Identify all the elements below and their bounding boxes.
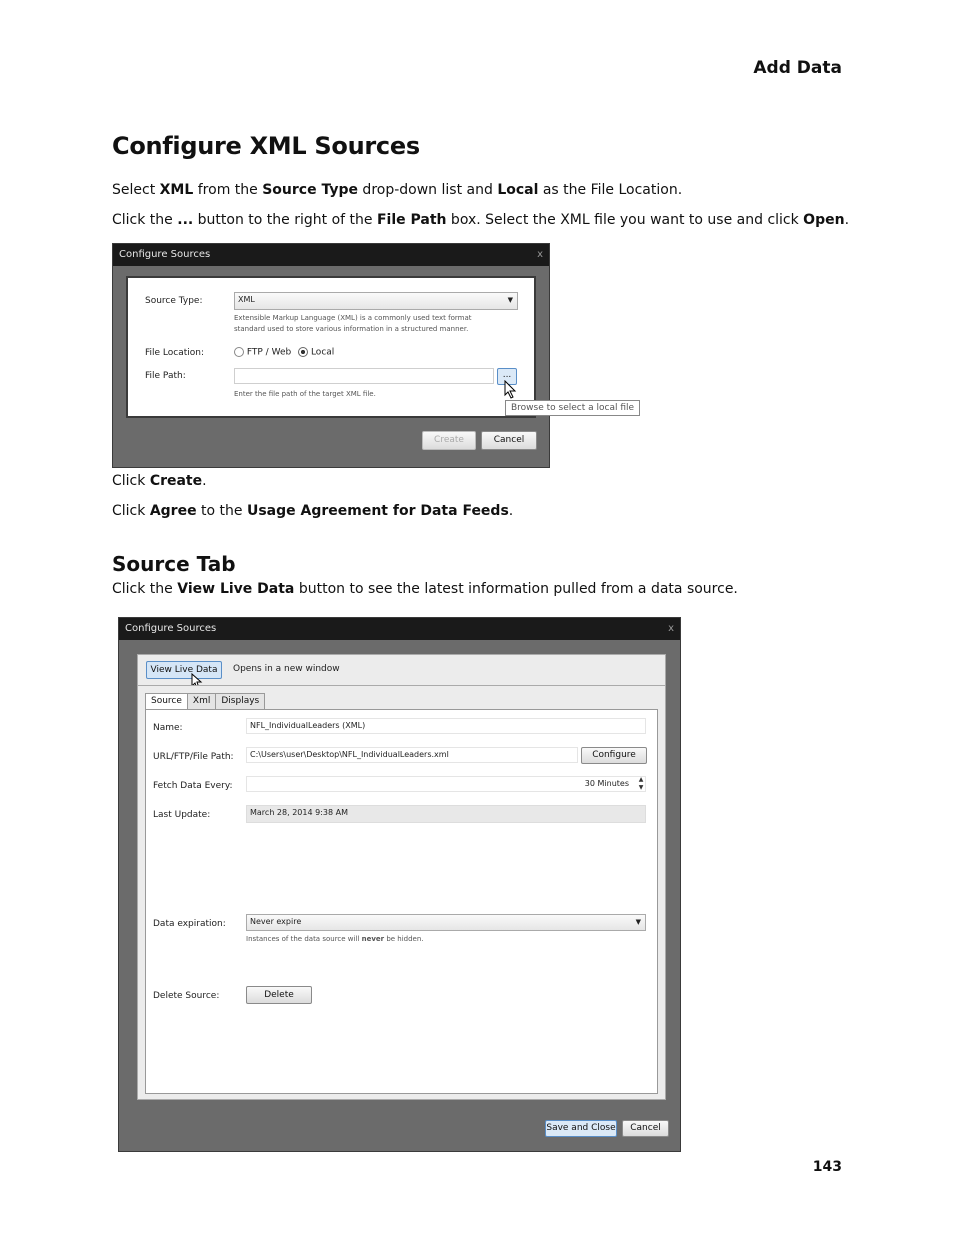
radio-local-label: Local [310, 347, 335, 358]
create-button[interactable]: Create [422, 431, 476, 450]
name-label: Name: [153, 723, 183, 733]
fetch-stepper[interactable]: ▲ ▼ [638, 776, 644, 791]
configure-sources-dialog-2 [118, 617, 681, 1152]
file-location-label: File Location: [145, 348, 205, 358]
paragraph-select-xml [112, 182, 682, 198]
source-type-select[interactable] [234, 292, 518, 310]
bold-run: never [361, 935, 385, 943]
fetch-interval-value: 30 Minutes [584, 779, 629, 788]
close-icon[interactable]: x [668, 623, 674, 634]
text-run: drop-down list and [357, 182, 498, 198]
bold-run: Local [497, 182, 539, 198]
source-type-description-1: Extensible Markup Language (XML) is a commonly used text format [234, 314, 472, 322]
cancel-button[interactable]: Cancel [481, 431, 537, 450]
dialog-titlebar [113, 244, 549, 266]
paragraph-click-agree [112, 503, 513, 519]
close-icon[interactable]: x [537, 249, 543, 260]
bold-run: View Live Data [177, 581, 295, 597]
url-input[interactable]: C:\Users\user\Desktop\NFL_IndividualLeaders.xml [246, 747, 578, 763]
url-label: URL/FTP/File Path: [153, 752, 234, 762]
dialog-content-panel [126, 276, 536, 418]
section-heading-source-tab: Source Tab [112, 552, 236, 576]
dialog-title: Configure Sources [125, 623, 217, 634]
tab-strip [145, 693, 264, 709]
view-live-note: Opens in a new window [233, 664, 340, 674]
browse-tooltip: Browse to select a local file [505, 400, 640, 416]
browse-button[interactable]: ... [497, 368, 517, 385]
text-run: Click the [112, 212, 178, 228]
tab-xml[interactable]: Xml [187, 693, 216, 709]
text-run: Click [112, 503, 150, 519]
source-type-description-2: standard used to store various information in a structured manner. [234, 325, 469, 333]
text-run: from the [193, 182, 263, 198]
file-path-input[interactable] [234, 368, 494, 384]
chevron-down-icon: ▼ [635, 918, 641, 926]
expiration-value: Never expire [250, 917, 302, 926]
radio-ftp[interactable] [234, 347, 244, 357]
save-and-close-button[interactable]: Save and Close [545, 1120, 617, 1137]
expiration-label: Data expiration: [153, 919, 226, 929]
tab-area [137, 685, 666, 1100]
source-type-label: Source Type: [145, 296, 203, 306]
fetch-label: Fetch Data Every: [153, 781, 233, 791]
source-tab-panel [145, 709, 658, 1094]
expiration-select[interactable] [246, 914, 646, 931]
file-path-label: File Path: [145, 371, 186, 381]
live-data-bar [137, 654, 666, 686]
page-title: Configure XML Sources [112, 132, 420, 160]
file-location-options [234, 347, 334, 358]
text-run: . [202, 473, 207, 489]
dialog-title: Configure Sources [119, 249, 211, 260]
view-live-data-button[interactable]: View Live Data [146, 661, 222, 679]
bold-run: Source Type [262, 182, 358, 198]
bold-run: Usage Agreement for Data Feeds [246, 503, 509, 519]
delete-button[interactable]: Delete [246, 986, 312, 1004]
bold-run: XML [159, 182, 194, 198]
delete-source-label: Delete Source: [153, 991, 220, 1001]
tab-source[interactable]: Source [145, 693, 188, 709]
radio-local[interactable] [298, 347, 308, 357]
bold-run: File Path [376, 212, 447, 228]
last-update-label: Last Update: [153, 810, 211, 820]
text-run: box. Select the XML file you want to use and click [446, 212, 804, 228]
text-run: Select [112, 182, 160, 198]
text-run: as the File Location. [538, 182, 683, 198]
tab-displays[interactable]: Displays [215, 693, 265, 709]
source-type-value: XML [238, 295, 255, 304]
radio-ftp-label: FTP / Web [246, 347, 292, 358]
text-run: Instances of the data source will [246, 935, 362, 943]
text-run: Click [112, 473, 150, 489]
text-run: . [508, 503, 514, 519]
bold-run: Open [803, 212, 845, 228]
fetch-interval-input[interactable] [246, 776, 646, 792]
bold-run: ... [177, 212, 194, 228]
text-run: be hidden. [384, 935, 424, 943]
bold-run: Agree [149, 503, 197, 519]
file-path-description: Enter the file path of the target XML file. [234, 390, 376, 398]
chevron-down-icon: ▼ [507, 296, 513, 304]
text-run: to the [196, 503, 247, 519]
cancel-button[interactable]: Cancel [622, 1120, 669, 1137]
dialog-titlebar [119, 618, 680, 640]
paragraph-click-browse [112, 212, 849, 228]
text-run: Click the [112, 581, 178, 597]
page-number: 143 [812, 1159, 842, 1175]
mouse-cursor-icon [504, 380, 518, 400]
paragraph-click-create [112, 473, 207, 489]
expiration-note [246, 935, 424, 943]
configure-sources-dialog-1 [112, 243, 550, 468]
text-run: . [844, 212, 850, 228]
text-run: button to see the latest information pulled from a data source. [294, 581, 738, 597]
text-run: button to the right of the [193, 212, 377, 228]
paragraph-view-live-data [112, 581, 738, 597]
bold-run: Create [149, 473, 203, 489]
section-header: Add Data [753, 58, 842, 78]
configure-button[interactable]: Configure [581, 747, 647, 764]
name-input[interactable]: NFL_IndividualLeaders (XML) [246, 718, 646, 734]
last-update-value: March 28, 2014 9:38 AM [246, 805, 646, 823]
